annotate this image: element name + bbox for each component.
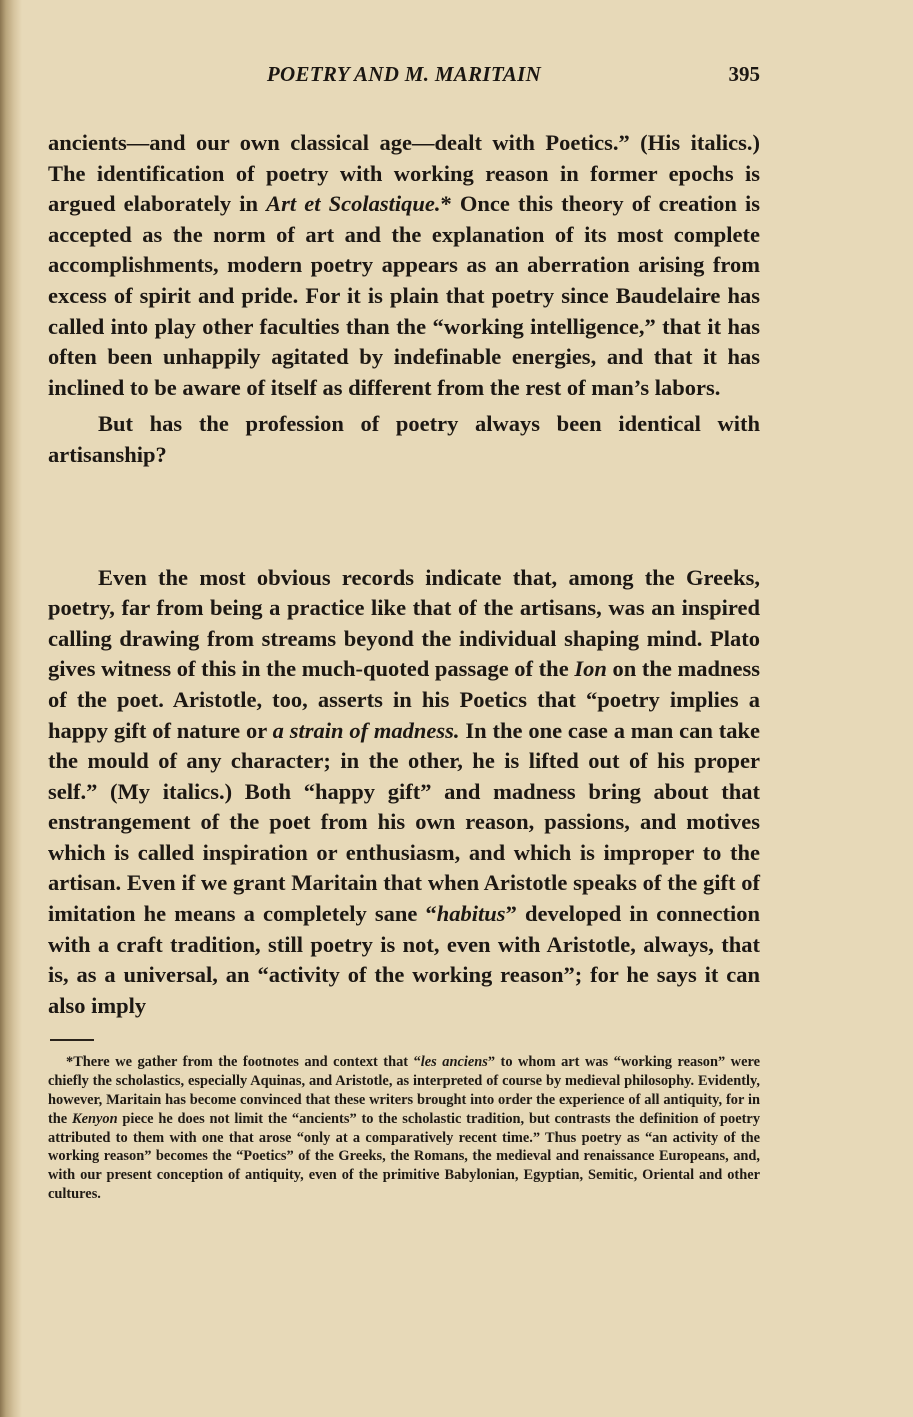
text-run: on the madness of the poet. Aristotle, too, asserts in his Poetics that “poetry implies a happy gift of nature or [48,656,761,743]
page-number: 395 [728,62,760,86]
text-run: ” to whom art was “working reason” were chiefly the scholastics, especially Aquinas, and Aristotle, as interpreted of course by medieval philosophy. Evidently, however, Maritain has become convinced that these writers brought into order the experience of all antiquity, for in the [48,1054,760,1127]
text-run: piece he does not limit the “ancients” to the scholastic tradition, but contrasts the definition of poetry attributed to them with one that arose “only at a comparatively recent time.” Thus poetry as “an activity of the working reason” becomes the “Poetics” of the Greeks, the Romans, the medieval and renaissance Europeans, and, with our present conception of antiquity, even of the primitive Babylonian, Egyptian, Semitic, Oriental and other cultures. [48,1110,761,1203]
text-run: Even the most obvious records indicate that, among the Greeks, poetry, far from being a practice like that of the artisans, was an inspired calling drawing from streams beyond the individual shaping mind. Plato gives witness of this in the much-quoted passage of the [48,564,760,682]
text-run: ancients—and our own classical age—dealt with Poetics.” (His italics.) The identification of poetry with working reason in former epochs is argued elaborately in [48,130,760,217]
text-run: *There we gather from the footnotes and context that “ [66,1054,421,1071]
italic-text: Kenyon [72,1110,118,1127]
paragraph-2 [48,409,760,470]
book-page [48,62,760,1204]
italic-text: Art et Scolastique. [266,191,441,217]
paragraph-1 [48,128,760,403]
text-run: But has the profession of poetry always been identical with artisanship? [48,411,760,467]
running-title: POETRY AND M. MARITAIN [266,62,542,86]
italic-text: Ion [574,656,607,682]
footnote [48,1053,760,1203]
footnote-rule [50,1039,94,1041]
italic-text: habitus [436,901,506,927]
page-header [48,62,760,102]
text-run: In the one case a man can take the mould of any character; in the other, he is lifted out of his proper self.” (My italics.) Both “happy gift” and madness bring about that enstrangement of the poet from his own reason, passions, and motives which is called inspiration or enthusiasm, and which is improper to the artisan. Even if we grant Maritain that when Aristotle speaks of the gift of imitation he means a completely sane “ [48,717,760,927]
italic-text: les anciens [420,1054,488,1071]
text-run: ” developed in connection with a craft tradition, still poetry is not, even with Aristotle, always, that is, as a universal, an “activity of the working reason”; for he says it can also imply [48,901,760,1018]
paragraph-3 [48,563,760,1022]
italic-text: a strain of madness. [272,717,460,743]
text-run: * Once this theory of creation is accepted as the norm of art and the explanation of its most complete accomplishments, modern poetry appears as an aberration arising from excess of spirit and pride. For it is plain that poetry since Baudelaire has called into play other faculties than the “working intelligence,” that it has often been unhappily agitated by indefinable energies, and that it has inclined to be aware of itself as different from the rest of man’s labors. [48,191,761,400]
book-spine-shadow [0,0,22,1417]
